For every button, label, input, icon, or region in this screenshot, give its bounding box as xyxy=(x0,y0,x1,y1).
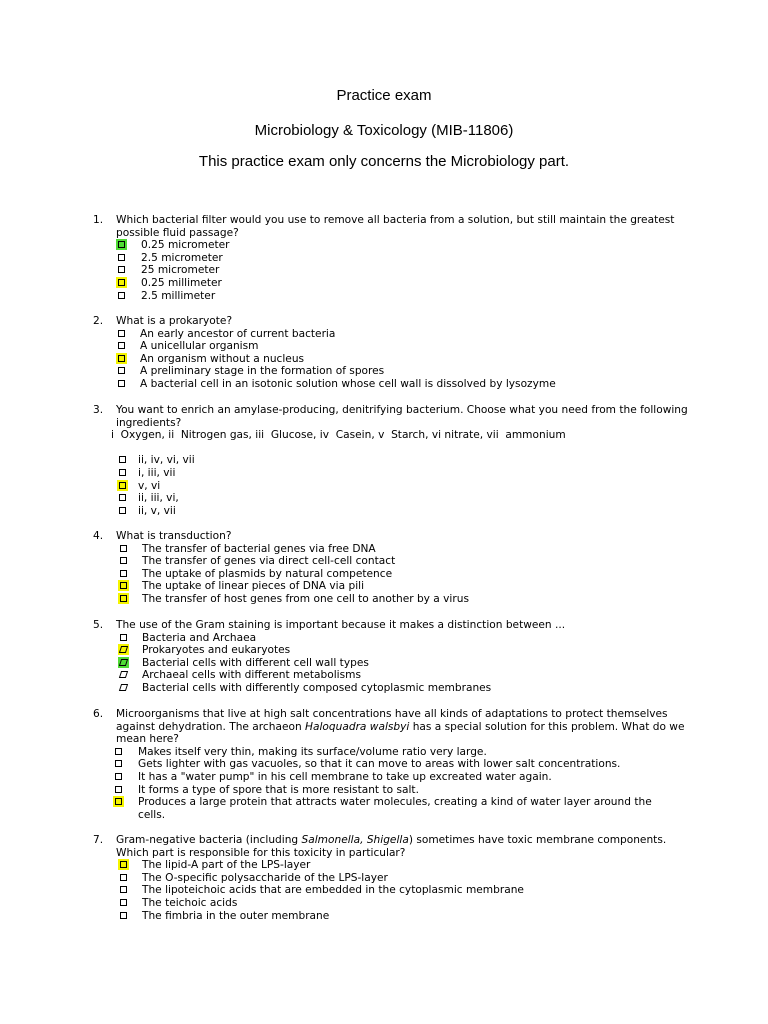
checkbox[interactable] xyxy=(120,684,127,691)
checkbox[interactable] xyxy=(120,886,127,893)
answer-option[interactable] xyxy=(0,353,768,366)
answer-option[interactable] xyxy=(0,252,768,265)
checkbox[interactable] xyxy=(120,912,127,919)
answer-option[interactable] xyxy=(0,454,768,467)
question-stem: The use of the Gram staining is important because it makes a distinction between ... xyxy=(116,619,566,631)
option-label: The transfer of host genes from one cell to another by a virus xyxy=(142,592,469,605)
answer-option[interactable] xyxy=(0,784,768,797)
checkbox[interactable] xyxy=(119,456,126,463)
answer-option[interactable] xyxy=(0,543,768,556)
checkbox[interactable] xyxy=(119,482,126,489)
course-title: Microbiology & Toxicology (MIB-11806) xyxy=(254,122,514,139)
question-stem: You want to enrich an amylase-producing, denitrifying bacterium. Choose what you need from the following ingredients? xyxy=(116,404,692,429)
checkbox[interactable] xyxy=(118,330,125,337)
option-label: ii, iii, vi, xyxy=(138,492,179,505)
checkbox[interactable] xyxy=(119,507,126,514)
option-list xyxy=(0,543,768,606)
checkbox[interactable] xyxy=(120,545,127,552)
checkbox[interactable] xyxy=(120,582,127,589)
option-label: i, iii, vii xyxy=(138,466,176,479)
answer-option[interactable] xyxy=(0,859,768,872)
checkbox[interactable] xyxy=(118,342,125,349)
question-stem: Which bacterial filter would you use to remove all bacteria from a solution, but still maintain the greatest possible fluid passage? xyxy=(116,214,678,239)
answer-option[interactable] xyxy=(0,682,768,695)
option-label: Prokaryotes and eukaryotes xyxy=(142,644,291,657)
exam-title: Practice exam xyxy=(336,87,432,104)
genus-names: Salmonella, Shigella xyxy=(301,834,409,846)
checkbox[interactable] xyxy=(120,861,127,868)
checkbox[interactable] xyxy=(120,671,127,678)
answer-option[interactable] xyxy=(0,340,768,353)
question-number: 7. xyxy=(93,834,104,846)
option-list xyxy=(0,239,768,302)
option-label: 2.5 millimeter xyxy=(141,289,216,302)
question-stem: What is a prokaryote? xyxy=(116,315,233,327)
question-stem: Microorganisms that live at high salt concentrations have all kinds of adaptations to protect themselves against dehydration. The archaeon Haloquadra walsbyi has a special solution for this problem. What do we mean here? xyxy=(116,708,688,746)
option-label: A bacterial cell in an isotonic solution whose cell wall is dissolved by lysozyme xyxy=(140,377,556,390)
checkbox[interactable] xyxy=(115,773,122,780)
option-label: The O-specific polysaccharide of the LPS-layer xyxy=(142,871,388,884)
option-label: It forms a type of spore that is more resistant to salt. xyxy=(138,783,419,796)
question-number: 5. xyxy=(93,619,104,631)
question-6 xyxy=(0,708,768,821)
answer-option[interactable] xyxy=(0,746,768,759)
question-2 xyxy=(0,315,768,391)
option-label: Archaeal cells with different metabolisms xyxy=(142,669,361,682)
option-label: It has a "water pump" in his cell membrane to take up excreated water again. xyxy=(138,770,552,783)
checkbox[interactable] xyxy=(120,570,127,577)
checkbox[interactable] xyxy=(118,380,125,387)
option-list xyxy=(0,859,768,922)
checkbox[interactable] xyxy=(118,367,125,374)
question-number: 3. xyxy=(93,404,104,416)
species-name: Haloquadra walsbyi xyxy=(305,720,410,733)
answer-option[interactable] xyxy=(0,758,768,771)
question-number: 2. xyxy=(93,315,104,327)
answer-option[interactable] xyxy=(0,669,768,682)
option-label: Bacteria and Archaea xyxy=(142,631,257,644)
checkbox[interactable] xyxy=(115,760,122,767)
question-number: 1. xyxy=(93,214,104,226)
checkbox[interactable] xyxy=(115,786,122,793)
answer-option[interactable] xyxy=(0,644,768,657)
answer-option[interactable] xyxy=(0,290,768,303)
question-stem: What is transduction? xyxy=(116,530,232,542)
checkbox[interactable] xyxy=(118,254,125,261)
option-label: The lipoteichoic acids that are embedded in the cytoplasmic membrane xyxy=(142,884,524,897)
checkbox[interactable] xyxy=(120,557,127,564)
option-label: The transfer of bacterial genes via free DNA xyxy=(142,542,376,555)
checkbox[interactable] xyxy=(120,659,127,666)
option-list xyxy=(0,746,768,822)
question-stem: Gram-negative bacteria (including Salmonella, Shigella) sometimes have toxic membrane components. Which part is responsible for this toxicity in particular? xyxy=(116,834,670,859)
option-list xyxy=(0,454,768,517)
option-label: The lipid-A part of the LPS-layer xyxy=(142,859,311,872)
answer-option[interactable] xyxy=(0,796,768,821)
option-label: 0.25 millimeter xyxy=(141,276,222,289)
answer-option[interactable] xyxy=(0,277,768,290)
answer-option[interactable] xyxy=(0,580,768,593)
option-label: Produces a large protein that attracts water molecules, creating a kind of water layer around the cells. xyxy=(138,796,652,821)
checkbox[interactable] xyxy=(120,874,127,881)
checkbox[interactable] xyxy=(120,899,127,906)
question-5 xyxy=(0,619,768,695)
checkbox[interactable] xyxy=(118,355,125,362)
option-label: The uptake of plasmids by natural competence xyxy=(142,567,393,580)
option-label: 0.25 micrometer xyxy=(141,239,230,252)
option-label: 2.5 micrometer xyxy=(141,251,223,264)
answer-option[interactable] xyxy=(0,657,768,670)
option-label: The fimbria in the outer membrane xyxy=(142,909,330,922)
answer-option[interactable] xyxy=(0,897,768,910)
option-label: The teichoic acids xyxy=(142,896,238,909)
option-label: A preliminary stage in the formation of spores xyxy=(140,365,385,378)
checkbox[interactable] xyxy=(119,469,126,476)
answer-option[interactable] xyxy=(0,365,768,378)
checkbox[interactable] xyxy=(118,279,125,286)
answer-option[interactable] xyxy=(0,505,768,518)
option-list xyxy=(0,632,768,695)
checkbox[interactable] xyxy=(120,646,127,653)
option-label: ii, iv, vi, vii xyxy=(138,454,195,467)
answer-option[interactable] xyxy=(0,593,768,606)
option-label: v, vi xyxy=(138,479,161,492)
checkbox[interactable] xyxy=(118,292,125,299)
answer-option[interactable] xyxy=(0,632,768,645)
option-label: An organism without a nucleus xyxy=(140,352,305,365)
option-label: The uptake of linear pieces of DNA via pili xyxy=(142,580,365,593)
answer-option[interactable] xyxy=(0,555,768,568)
ingredient-list: i Oxygen, ii Nitrogen gas, iii Glucose, iv Casein, v Starch, vi nitrate, vii ammonium xyxy=(111,429,566,442)
answer-option[interactable] xyxy=(0,264,768,277)
exam-note: This practice exam only concerns the Microbiology part. xyxy=(198,153,570,170)
question-number: 6. xyxy=(93,708,104,720)
question-3 xyxy=(0,404,768,517)
answer-option[interactable] xyxy=(0,378,768,391)
option-label: ii, v, vii xyxy=(138,504,176,517)
question-4 xyxy=(0,530,768,606)
checkbox[interactable] xyxy=(120,634,127,641)
option-label: A unicellular organism xyxy=(140,340,259,353)
answer-option[interactable] xyxy=(0,239,768,252)
answer-option[interactable] xyxy=(0,884,768,897)
checkbox[interactable] xyxy=(118,241,125,248)
option-label: Bacterial cells with different cell wall types xyxy=(142,656,369,669)
answer-option[interactable] xyxy=(0,492,768,505)
answer-option[interactable] xyxy=(0,328,768,341)
option-label: Makes itself very thin, making its surface/volume ratio very large. xyxy=(138,745,487,758)
question-7 xyxy=(0,834,768,922)
answer-option[interactable] xyxy=(0,568,768,581)
answer-option[interactable] xyxy=(0,910,768,923)
checkbox[interactable] xyxy=(120,595,127,602)
option-list xyxy=(0,328,768,391)
answer-option[interactable] xyxy=(0,872,768,885)
option-label: 25 micrometer xyxy=(141,264,220,277)
checkbox[interactable] xyxy=(115,798,122,805)
checkbox[interactable] xyxy=(118,266,125,273)
answer-option[interactable] xyxy=(0,467,768,480)
option-label: The transfer of genes via direct cell-cell contact xyxy=(142,555,396,568)
checkbox[interactable] xyxy=(115,748,122,755)
answer-option[interactable] xyxy=(0,480,768,493)
answer-option[interactable] xyxy=(0,771,768,784)
option-label: An early ancestor of current bacteria xyxy=(140,327,336,340)
checkbox[interactable] xyxy=(119,494,126,501)
option-label: Gets lighter with gas vacuoles, so that it can move to areas with lower salt concentrations. xyxy=(138,758,621,771)
option-label: Bacterial cells with differently composed cytoplasmic membranes xyxy=(142,681,492,694)
question-1 xyxy=(0,214,768,302)
question-number: 4. xyxy=(93,530,104,542)
